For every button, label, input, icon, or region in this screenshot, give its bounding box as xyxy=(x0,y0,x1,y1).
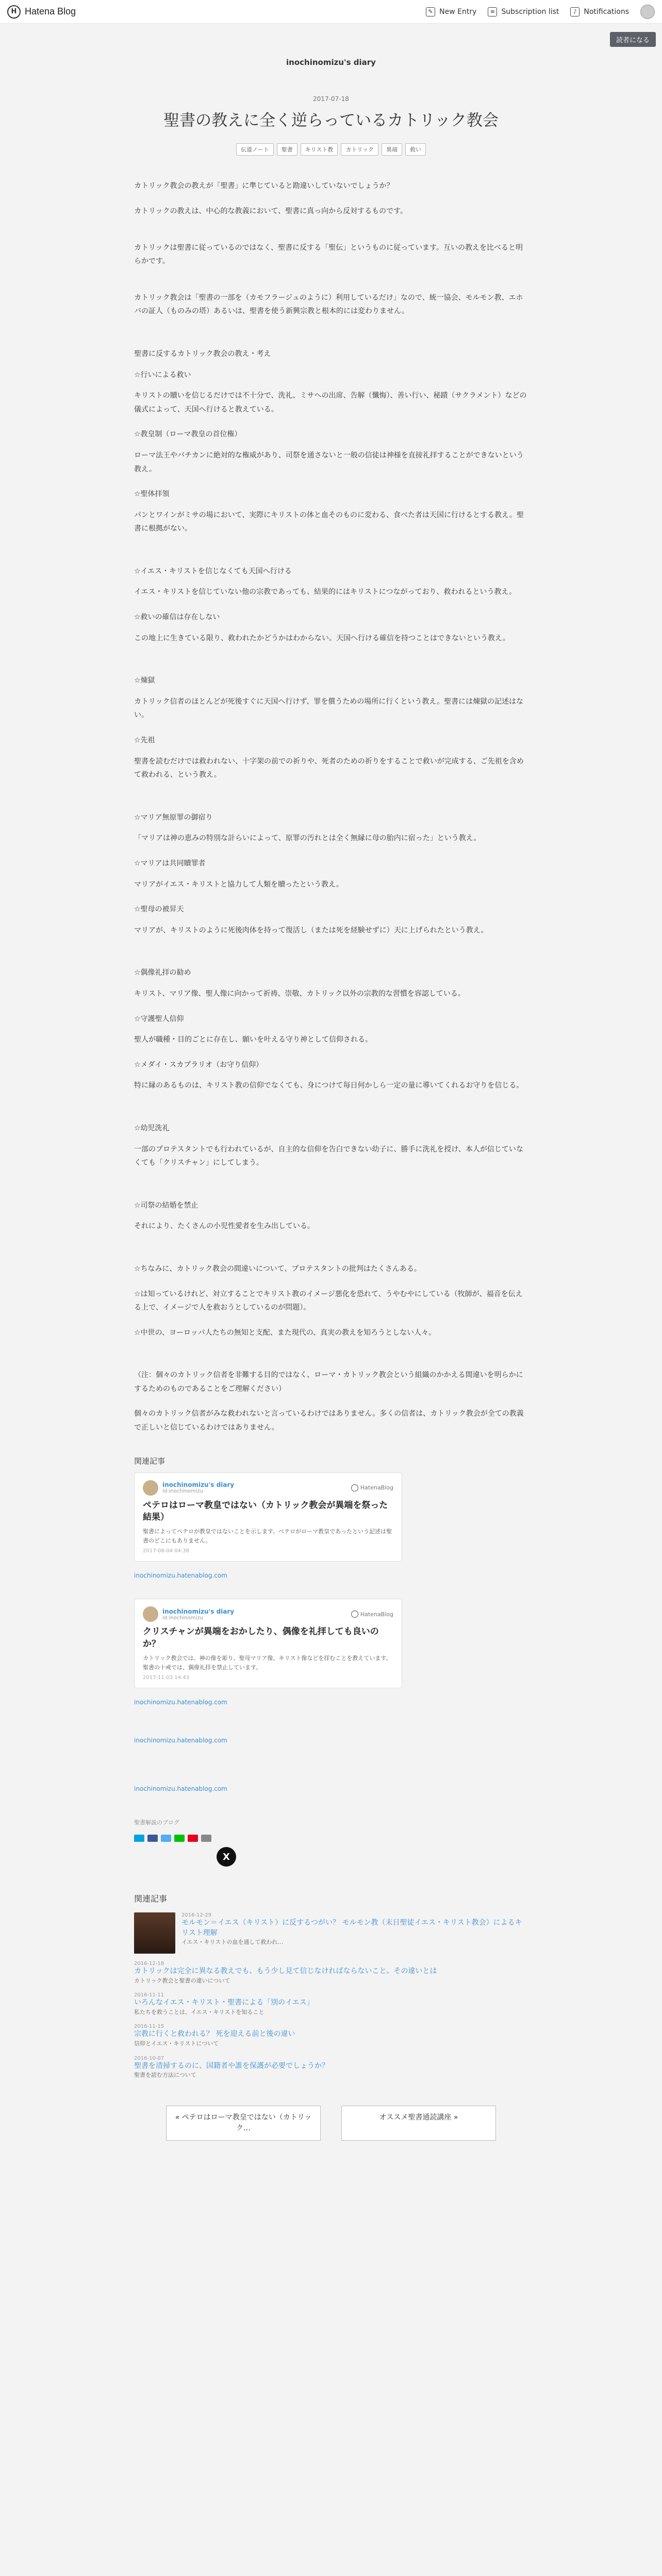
item-heading: ☆偶像礼拝の勧め xyxy=(134,969,191,977)
section xyxy=(134,811,528,938)
category-list xyxy=(134,143,528,156)
related-entry[interactable] xyxy=(134,1992,528,2016)
category-tag[interactable]: キリスト教 xyxy=(301,143,338,156)
paragraph: ☆ちなみに、カトリック教会の間違いについて、プロテスタントの批判はたくさんある。 xyxy=(134,1264,421,1273)
item-heading: ☆行いによる救い xyxy=(134,370,191,379)
section xyxy=(134,1368,528,1434)
paragraph: カトリックは聖書に従っているのではなく、聖書に反する「聖伝」というものに従っています。互いの教えを比べると明らかです。 xyxy=(134,243,523,266)
pinterest-share-icon[interactable] xyxy=(188,1835,198,1842)
related-card[interactable] xyxy=(134,1472,402,1562)
section xyxy=(134,674,528,782)
extra-link[interactable]: inochinomizu.hatenablog.com xyxy=(134,1737,227,1744)
card-title[interactable]: クリスチャンが異端をおかしたり、偶像を礼拝しても良いのか？ xyxy=(143,1626,379,1650)
pencil-icon: ✎ xyxy=(426,7,435,16)
card-link[interactable]: inochinomizu.hatenablog.com xyxy=(134,1572,227,1580)
new-entry-label: New Entry xyxy=(439,7,477,16)
brand-name: Hatena Blog xyxy=(25,6,76,16)
category-tag[interactable]: 異端 xyxy=(382,143,402,156)
hatena-logo-icon: H xyxy=(7,5,21,19)
list-icon: ≡ xyxy=(488,7,497,16)
hatena-icon xyxy=(351,1611,358,1618)
paragraph: 聖書を読むだけでは救われない、十字架の前での祈りや、死者のための祈りをすることで救いが完成する、ご先祖を含めて救われる、という教え。 xyxy=(134,757,524,779)
new-entry-button[interactable] xyxy=(426,7,476,16)
hatena-blog-badge xyxy=(351,1484,393,1492)
card-avatar xyxy=(143,1606,158,1622)
section xyxy=(134,1262,528,1340)
paragraph: 個々のカトリック信者がみな救われないと言っているわけではありません。多くの信者は、カトリック教会が全ての教義で正しいと信じているわけではありません。 xyxy=(134,1410,524,1432)
paragraph: それにより、たくさんの小児性愛者を生み出している。 xyxy=(134,1222,315,1231)
post-body xyxy=(134,179,528,1434)
entry-date: 2016-11-15 xyxy=(134,2024,164,2030)
card-date: 2017-08-04 04:38 xyxy=(143,1548,190,1554)
paragraph: （注：個々のカトリック信者を非難する目的ではなく、ローマ・カトリック教会という組織のかかえる間違いを明らかにするためのものであることをご理解ください） xyxy=(134,1371,523,1393)
facebook-share-icon[interactable] xyxy=(147,1835,158,1842)
item-heading: ☆聖体拝領 xyxy=(134,490,170,499)
x-share-icon[interactable]: X xyxy=(217,1847,236,1867)
subscription-list-label: Subscription list xyxy=(501,7,559,16)
related-entry[interactable] xyxy=(134,1961,528,1985)
paragraph: 特に縁のあるものは、キリスト教の信仰でなくても、身につけて毎日何かしら一定の量に導いてくれるお守りを信じる。 xyxy=(134,1081,524,1090)
section xyxy=(134,966,528,1093)
paragraph: 「マリアは神の恵みの特別な計らいによって、原罪の汚れとは全く無縁に母の胎内に宿った」という教え。 xyxy=(134,834,481,843)
category-tag[interactable]: 聖書 xyxy=(277,143,297,156)
paragraph: 聖人が職種・目的ごとに存在し、願いを叶える守り神として信仰される。 xyxy=(134,1036,372,1044)
hatena-badge-label: HatenaBlog xyxy=(360,1611,393,1618)
item-heading: ☆救いの確信は存在しない xyxy=(134,613,220,622)
card-blog-name[interactable]: inochinomizu's diary xyxy=(162,1481,235,1489)
notifications-label: Notifications xyxy=(584,7,629,16)
paragraph: ☆は知っているけれど、対立することでキリスト教のイメージ悪化を恐れて、うやむやにしている（牧師が、福音を伝える上で、イメージで人を救おうとしているのが問題）。 xyxy=(134,1290,523,1312)
paragraph: ローマ法王やバチカンに絶対的な権威があり、司祭を通さないと一般の信徒は神様を直接礼拝することができないという教え。 xyxy=(134,451,524,473)
entry-title[interactable]: カトリックは完全に異なる教えでも、もう少し見て信じなければならないこと。その違いとは xyxy=(134,1967,437,1976)
item-heading: ☆イエス・キリストを信じなくても天国へ行ける xyxy=(134,567,292,575)
hatena-logo[interactable] xyxy=(7,5,76,19)
paragraph: カトリック信者のほとんどが死後すぐに天国へ行けず、罪を償うための場所に行くという教え。聖書には煉獄の記述はない。 xyxy=(134,697,524,720)
paragraph: キリスト、マリア像、聖人像に向かって祈祷、崇敬、カトリック以外の宗教的な習慣を容認している。 xyxy=(134,989,465,998)
main-content xyxy=(134,95,528,2141)
section-heading: 聖書に反するカトリック教会の教え・考え xyxy=(134,349,271,358)
paragraph: ☆中世の、ヨーロッパ人たちの無知と支配、また現代の、真実の教えを知ろうとしない人々。 xyxy=(134,1328,436,1337)
item-heading: ☆煉獄 xyxy=(134,676,155,685)
hatena-bookmark-share-icon[interactable] xyxy=(134,1835,144,1842)
card-desc: カトリック教会では、神の像を彫り、聖母マリア像、キリスト像などを拝むことを教えています。聖書の十戒では、偶像礼拝を禁止しています。 xyxy=(143,1655,392,1671)
entry-date: 2016-10-07 xyxy=(134,2055,164,2061)
category-tag[interactable]: カトリック xyxy=(341,143,378,156)
entry-desc: カトリック教会と聖書の違いについて xyxy=(134,1977,230,1984)
item-heading: ☆マリアは共同贖罪者 xyxy=(134,859,206,868)
item-heading: ☆マリア無原罪の御宿り xyxy=(134,813,213,822)
subscription-list-button[interactable] xyxy=(488,7,559,16)
share-buttons xyxy=(134,1835,528,1842)
hatena-blog-badge xyxy=(351,1611,393,1618)
blog-title[interactable]: inochinomizu's diary xyxy=(286,58,376,67)
line-share-icon[interactable] xyxy=(174,1835,185,1842)
entry-desc: 信仰とイエス・キリストについて xyxy=(134,2040,219,2047)
paragraph: カトリックの教えは、中心的な教義において、聖書に真っ向から反対するものです。 xyxy=(134,207,408,215)
paragraph: 一部のプロテスタントでも行われているが、自主的な信仰を告白できない幼子に、勝手に洗礼を授け、本人が信じていなくても「クリスチャン」にしてしまう。 xyxy=(134,1145,523,1167)
prev-entry-button[interactable]: « ペテロはローマ教皇ではない（カトリック… xyxy=(166,2106,321,2141)
card-avatar xyxy=(143,1480,158,1496)
entry-desc: 私たちを救うことは、イエス・キリストを知ること xyxy=(134,2008,264,2015)
item-heading: ☆幼児洗礼 xyxy=(134,1124,170,1132)
pocket-share-icon[interactable] xyxy=(201,1835,211,1842)
paragraph: パンとワインがミサの場において、実際にキリストの体と血そのものに変わる、食べた者は天国に行けるとする教え。聖書に根拠がない。 xyxy=(134,511,524,533)
related-title: 関連記事 xyxy=(134,1456,166,1466)
next-entry-button[interactable]: オススメ聖書通読講座 » xyxy=(341,2106,496,2141)
related-entry[interactable] xyxy=(134,1912,528,1954)
paragraph: イエス・キリストを信じていない他の宗教であっても、結果的にはキリストにつながっており、救われるという教え。 xyxy=(134,588,517,597)
hatena-icon xyxy=(351,1484,358,1492)
entry-date: 2016-12-29 xyxy=(181,1912,212,1919)
entry-thumbnail[interactable] xyxy=(134,1912,175,1954)
paragraph: マリアが、キリストのように死後肉体を持って復活し（または死を経験せずに）天に上げられたという教え。 xyxy=(134,926,488,935)
top-bar xyxy=(0,0,662,24)
paragraph: マリアがイエス・キリストと協力して人類を贖ったという教え。 xyxy=(134,880,343,889)
item-heading: ☆メダイ・スカプラリオ（お守り信仰） xyxy=(134,1060,263,1069)
related-entries-title: 関連記事 xyxy=(134,1894,168,1904)
entry-title[interactable]: モルモン＝イエス（キリスト）に反するつがい？ モルモン教（末日聖徒イエス・キリスト教会）によるキリスト理解 xyxy=(181,1919,522,1937)
section xyxy=(134,565,528,645)
bell-icon: ♪ xyxy=(570,7,580,16)
entry-date: 2016-12-18 xyxy=(134,1961,164,1967)
share-text: 聖書解説のブログ xyxy=(134,1819,179,1826)
notifications-button[interactable] xyxy=(570,7,629,16)
card-user-id: id:inochinomizu xyxy=(162,1615,203,1621)
section xyxy=(134,1122,528,1170)
card-user-id: id:inochinomizu xyxy=(162,1488,203,1495)
card-blog-name[interactable]: inochinomizu's diary xyxy=(162,1607,235,1615)
paragraph: カトリック教会の教えが「聖書」に準じていると勘違いしていないでしょうか？ xyxy=(134,182,394,191)
item-heading: ☆守護聖人信仰 xyxy=(134,1014,184,1023)
card-desc: 聖書によってペテロが教皇ではないことを示します。ペテロがローマ教皇であったという記述は聖書のどこにもありません。 xyxy=(143,1528,392,1544)
entry-title[interactable]: 聖書を清掃するのに、国籍者や誰を保護が必要でしょうか？ xyxy=(134,2061,329,2070)
entry-title[interactable]: いろんなイエス・キリスト・聖書による「別のイエス」 xyxy=(134,1998,314,2007)
subscribe-button[interactable]: 読者になる xyxy=(610,32,656,47)
item-heading: ☆司祭の結婚を禁止 xyxy=(134,1201,198,1210)
twitter-share-icon[interactable] xyxy=(161,1835,171,1842)
related-entry[interactable] xyxy=(134,2024,528,2048)
user-avatar[interactable] xyxy=(640,5,655,19)
entry-desc: イエス・キリストの血を通して救われ… xyxy=(181,1939,284,1946)
post-title[interactable]: 聖書の教えに全く逆らっているカトリック教会 xyxy=(163,111,499,130)
paragraph: この地上に生きている限り、救われたかどうかはわからない。天国へ行ける確信を持つことはできないという教え。 xyxy=(134,634,510,642)
card-title[interactable]: ペテロはローマ教皇ではない（カトリック教会が異端を祭った結果） xyxy=(143,1500,388,1523)
paragraph: キリストの贖いを信じるだけでは不十分で、洗礼、ミサへの出席、告解（懺悔）、善い行い、秘蹟（サクラメント）などの儀式によって、天国へ行けると教えている。 xyxy=(134,392,527,414)
card-date: 2017-11-03 14:43 xyxy=(143,1675,190,1681)
related-entry[interactable] xyxy=(134,2056,528,2080)
category-tag[interactable]: 伝道ノート xyxy=(236,143,274,156)
card-link[interactable]: inochinomizu.hatenablog.com xyxy=(134,1699,227,1706)
pager xyxy=(134,2106,528,2141)
paragraph: カトリック教会は「聖書の一部を（カモフラージュのように）利用しているだけ」なので、統一協会、モルモン教、エホバの証人（ものみの塔）あるいは、聖書を使う新興宗教と根本的には変わりません。 xyxy=(134,293,523,316)
item-heading: ☆教皇制（ローマ教皇の首位権） xyxy=(134,430,242,439)
hatena-badge-label: HatenaBlog xyxy=(360,1484,393,1492)
item-heading: ☆先祖 xyxy=(134,736,155,745)
related-card[interactable] xyxy=(134,1599,402,1688)
section xyxy=(134,1199,528,1233)
share-area xyxy=(134,1818,528,1867)
section xyxy=(134,347,528,536)
item-heading: ☆聖母の被昇天 xyxy=(134,905,184,914)
entry-title[interactable]: 宗教に行くと救われる？ 死を迎える前と後の違い xyxy=(134,2030,295,2039)
entry-date: 2016-11-11 xyxy=(134,1992,164,1998)
post-date[interactable]: 2017-07-18 xyxy=(313,95,349,103)
extra-link[interactable]: inochinomizu.hatenablog.com xyxy=(134,1785,227,1793)
entry-desc: 聖書を読む方法について xyxy=(134,2072,196,2079)
category-tag[interactable]: 救い xyxy=(405,143,426,156)
